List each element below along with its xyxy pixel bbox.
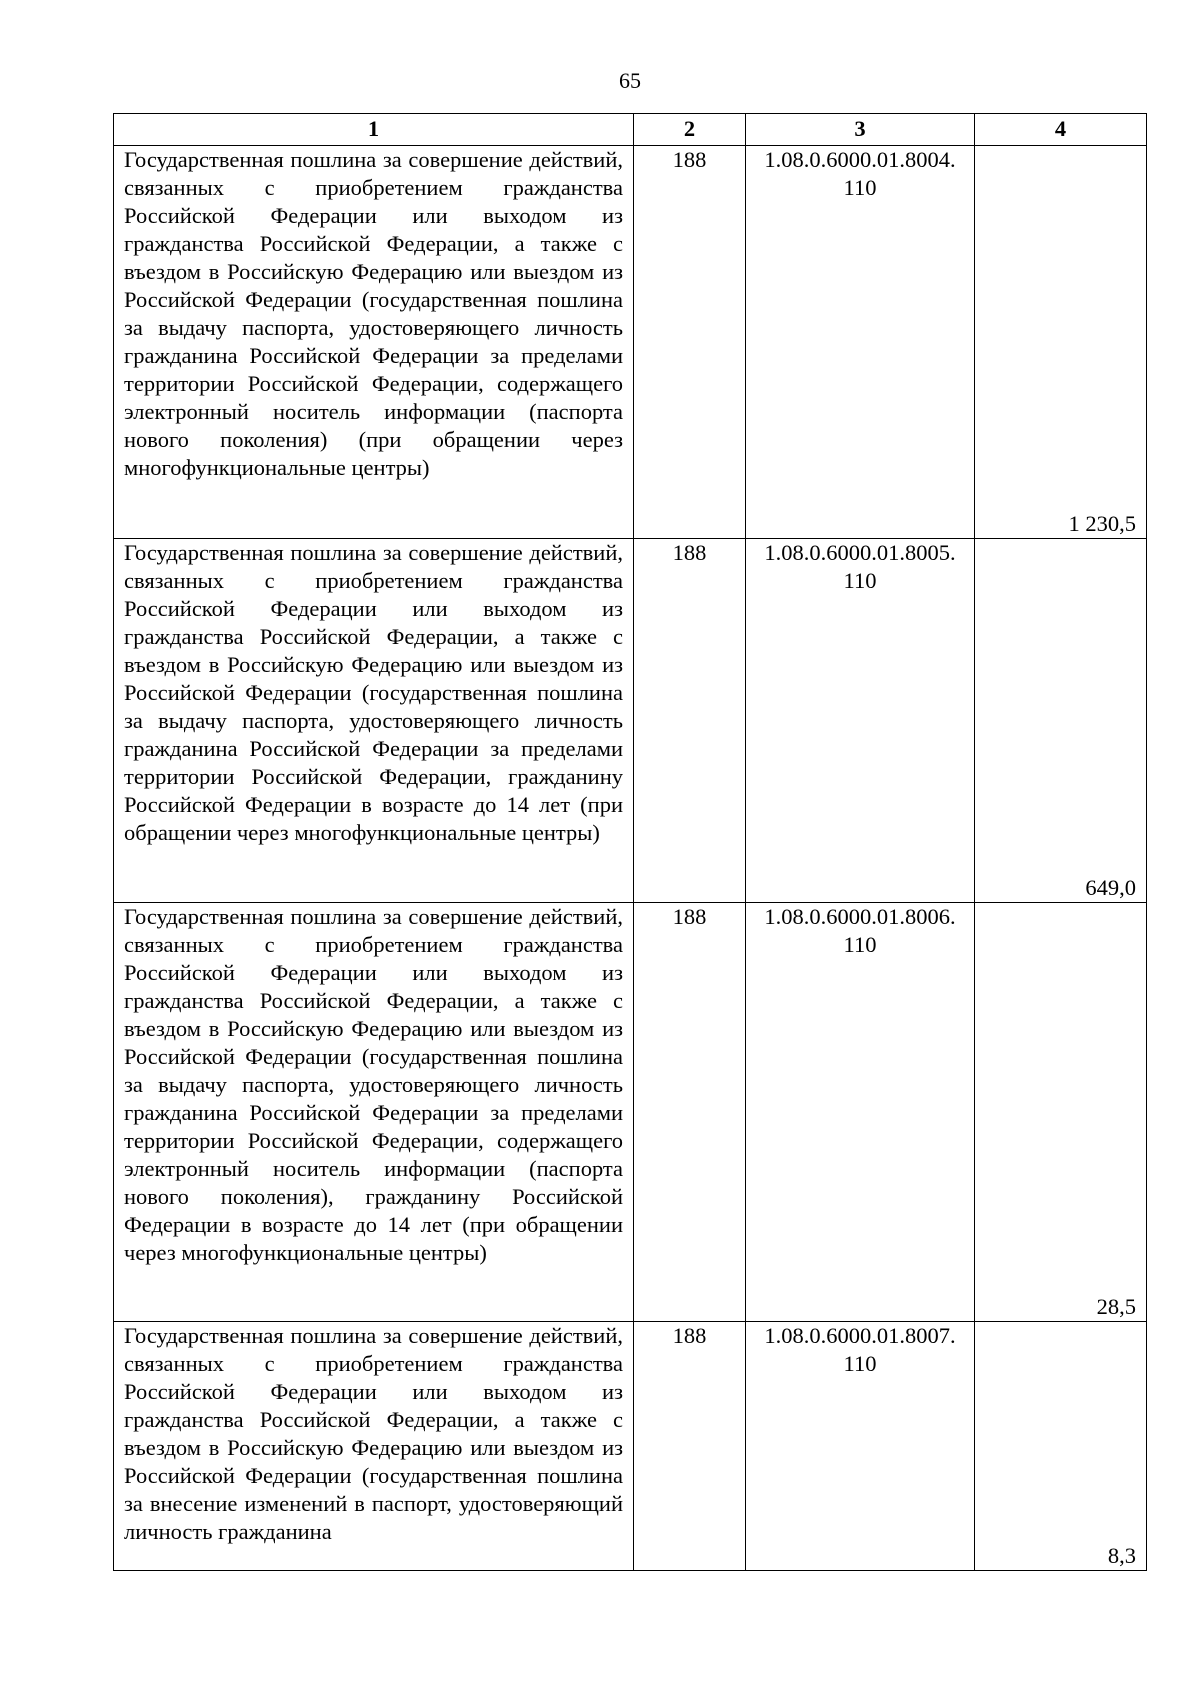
column-header-1: 1 bbox=[114, 114, 634, 146]
column-header-4: 4 bbox=[975, 114, 1147, 146]
table-row bbox=[114, 146, 1147, 539]
budget-code bbox=[746, 1322, 975, 1571]
table-row bbox=[114, 539, 1147, 903]
table-row bbox=[114, 1322, 1147, 1571]
fee-amount: 649,0 bbox=[975, 539, 1147, 903]
table-header-row bbox=[114, 114, 1147, 146]
budget-code-line-2: 110 bbox=[843, 175, 877, 200]
admin-code: 188 bbox=[634, 146, 746, 539]
fee-amount: 1 230,5 bbox=[975, 146, 1147, 539]
fee-amount: 8,3 bbox=[975, 1322, 1147, 1571]
fee-description: Государственная пошлина за совершение действий, связанных с приобретением гражданства Российской Федерации или выходом из гражданства Российской Федерации, а также с въездом в Российскую Федерацию или выездом из Российской Федерации (государственная пошлина за выдачу паспорта, удостоверяющего личность гражданина Российской Федерации за пределами территории Российской Федерации, содержащего электронный носитель информации (паспорта нового поколения), гражданину Российской Федерации в возрасте до 14 лет (при обращении через многофункциональные центры) bbox=[114, 903, 634, 1322]
budget-code-line-1: 1.08.0.6000.01.8004. bbox=[764, 147, 956, 172]
budget-code-line-1: 1.08.0.6000.01.8007. bbox=[764, 1323, 956, 1348]
fee-description: Государственная пошлина за совершение действий, связанных с приобретением гражданства Российской Федерации или выходом из гражданства Российской Федерации, а также с въездом в Российскую Федерацию или выездом из Российской Федерации (государственная пошлина за выдачу паспорта, удостоверяющего личность гражданина Российской Федерации за пределами территории Российской Федерации, гражданину Российской Федерации в возрасте до 14 лет (при обращении через многофункциональные центры) bbox=[114, 539, 634, 903]
fee-description-text: Государственная пошлина за совершение действий, связанных с приобретением гражданства Российской Федерации или выходом из гражданства Российской Федерации, а также с въездом в Российскую Федерацию или выездом из Российской Федерации (государственная пошлина за внесение изменений в паспорт, удостоверяющий личность гражданина bbox=[124, 1323, 623, 1544]
admin-code: 188 bbox=[634, 903, 746, 1322]
column-header-2: 2 bbox=[634, 114, 746, 146]
budget-code-line-1: 1.08.0.6000.01.8006. bbox=[764, 904, 956, 929]
budget-code bbox=[746, 146, 975, 539]
page-number: 65 bbox=[619, 68, 641, 93]
fee-description: Государственная пошлина за совершение действий, связанных с приобретением гражданства Российской Федерации или выходом из гражданства Российской Федерации, а также с въездом в Российскую Федерацию или выездом из Российской Федерации (государственная пошлина за выдачу паспорта, удостоверяющего личность гражданина Российской Федерации за пределами территории Российской Федерации, содержащего электронный носитель информации (паспорта нового поколения) (при обращении через многофункциональные центры) bbox=[114, 146, 634, 539]
budget-code-line-1: 1.08.0.6000.01.8005. bbox=[764, 540, 956, 565]
fee-amount: 28,5 bbox=[975, 903, 1147, 1322]
table-row bbox=[114, 903, 1147, 1322]
admin-code: 188 bbox=[634, 539, 746, 903]
fee-table bbox=[113, 113, 1147, 1571]
fee-description bbox=[114, 1322, 634, 1571]
budget-code-line-2: 110 bbox=[843, 568, 877, 593]
budget-code-line-2: 110 bbox=[843, 932, 877, 957]
budget-code bbox=[746, 539, 975, 903]
column-header-3: 3 bbox=[746, 114, 975, 146]
budget-code bbox=[746, 903, 975, 1322]
budget-code-line-2: 110 bbox=[843, 1351, 877, 1376]
admin-code: 188 bbox=[634, 1322, 746, 1571]
